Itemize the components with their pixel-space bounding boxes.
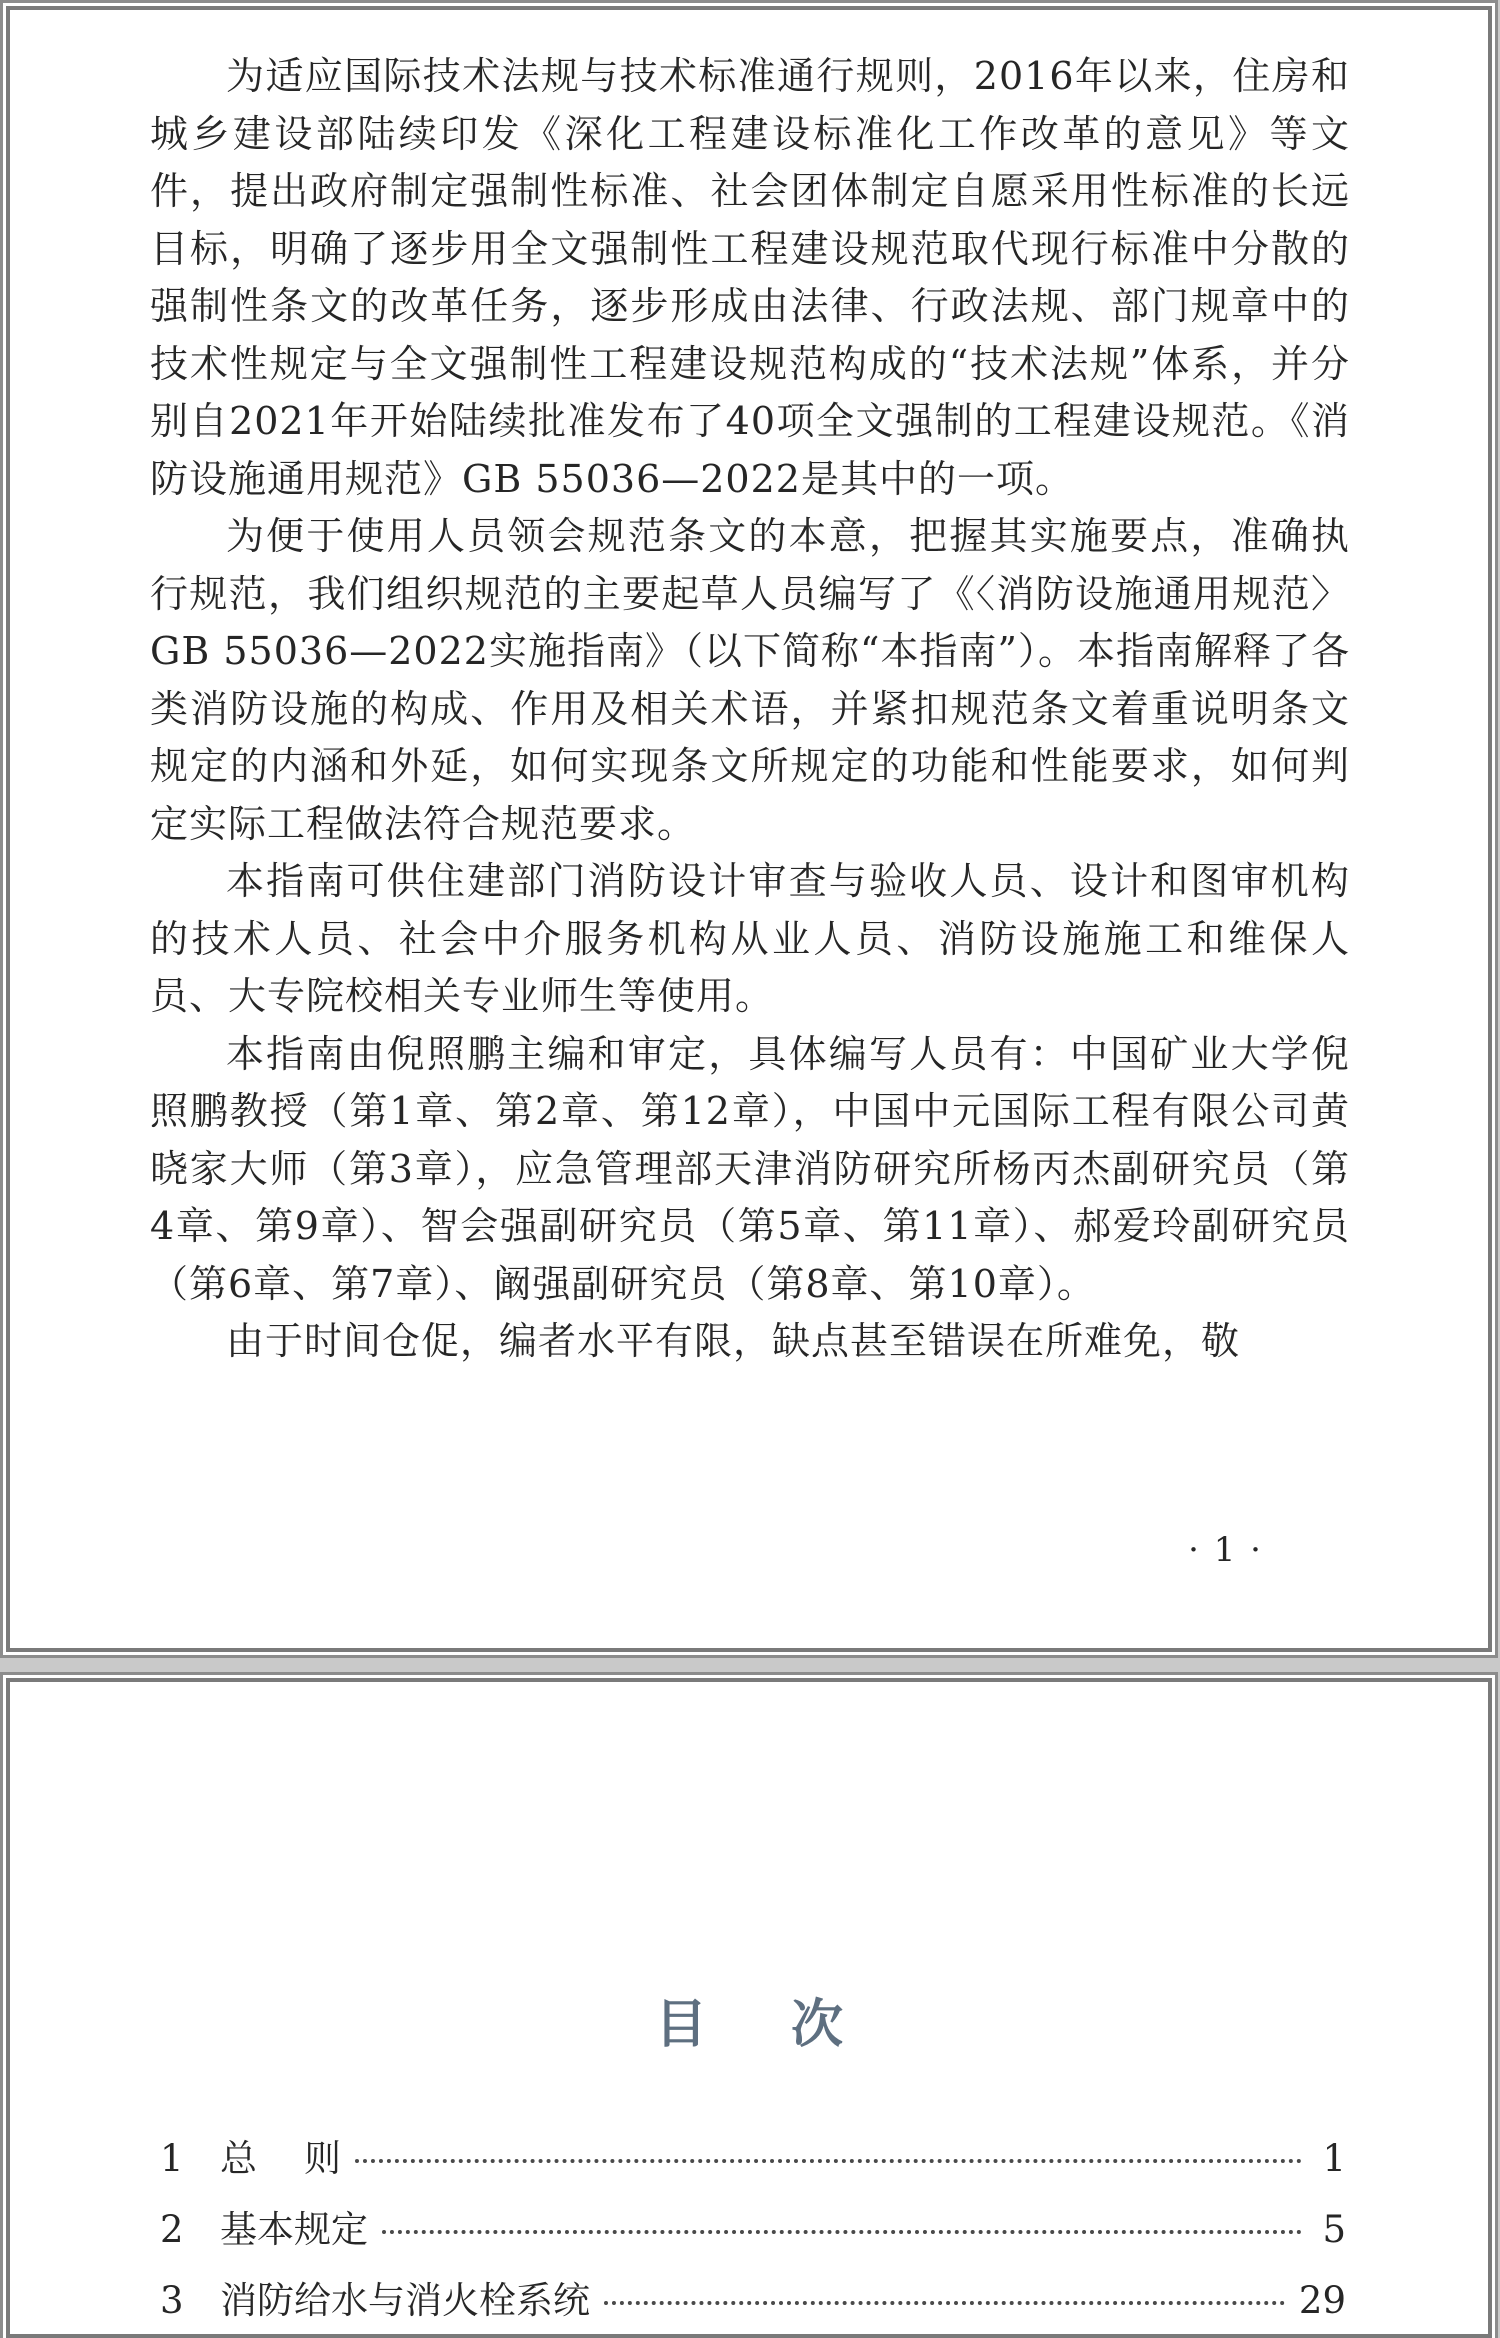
toc-entry-page: 1 [1322, 2137, 1346, 2180]
toc-entry-label: 消防给水与消火栓系统 [220, 2279, 590, 2322]
toc-entry-number: 1 [160, 2137, 184, 2180]
toc-entry-label: 基本规定 [220, 2208, 368, 2251]
toc-entry-label: 总 则 [220, 2137, 342, 2180]
toc-entry-page: 29 [1298, 2279, 1346, 2322]
preface-paragraph: 由于时间仓促，编者水平有限，缺点甚至错误在所难免，敬 [226, 1319, 1241, 1363]
preface-paragraph: 本指南可供住建部门消防设计审查与验收人员、设计和图审机构的技术人员、社会中介服务机构从业人员、消防设施施工和维保人员、大专院校相关专业师生等使用。 [150, 859, 1350, 1018]
toc-entry[interactable] [160, 2128, 1346, 2199]
toc-entry[interactable] [160, 2270, 1346, 2338]
toc-title: 目次 [654, 1995, 927, 2055]
toc-leader-dots [355, 2159, 1302, 2163]
preface-paragraph: 为便于使用人员领会规范条文的本意，把握其实施要点，准确执行规范，我们组织规范的主要起草人员编写了《〈消防设施通用规范〉GB 55036—2022实施指南》（以下简称“本指南”）。本指南解释了各类消防设施的构成、作用及相关术语，并紧扣规范条文着重说明条文规定的内涵和外延，如何实现条文所规定的功能和性能要求，如何判定实际工程做法符合规范要求。 [150, 514, 1350, 846]
page-number: · 1 · [1188, 1530, 1263, 1570]
preface-page [6, 6, 1492, 1652]
preface-body [150, 48, 1350, 1371]
toc-entry-number: 3 [160, 2279, 184, 2322]
preface-paragraph: 本指南由倪照鹏主编和审定，具体编写人员有：中国矿业大学倪照鹏教授（第1章、第2章、第12章），中国中元国际工程有限公司黄晓家大师（第3章），应急管理部天津消防研究所杨丙杰副研究员（第4章、第9章）、智会强副研究员（第5章、第11章）、郝爱玲副研究员（第6章、第7章）、阚强副研究员（第8章、第10章）。 [150, 1031, 1350, 1306]
toc-list [160, 2128, 1346, 2338]
preface-paragraph: 为适应国际技术法规与技术标准通行规则，2016年以来，住房和城乡建设部陆续印发《深化工程建设标准化工作改革的意见》等文件，提出政府制定强制性标准、社会团体制定自愿采用性标准的长远目标，明确了逐步用全文强制性工程建设规范取代现行标准中分散的强制性条文的改革任务，逐步形成由法律、行政法规、部门规章中的技术性规定与全文强制性工程建设规范构成的“技术法规”体系，并分别自2021年开始陆续批准发布了40项全文强制的工程建设规范。《消防设施通用规范》GB 55036—2022是其中的一项。 [150, 54, 1350, 501]
toc-entry-page: 5 [1322, 2208, 1346, 2251]
toc-leader-dots [382, 2230, 1302, 2234]
toc-page [6, 1678, 1492, 2338]
toc-entry-number: 2 [160, 2208, 184, 2251]
toc-leader-dots [604, 2301, 1285, 2305]
toc-entry[interactable] [160, 2199, 1346, 2270]
